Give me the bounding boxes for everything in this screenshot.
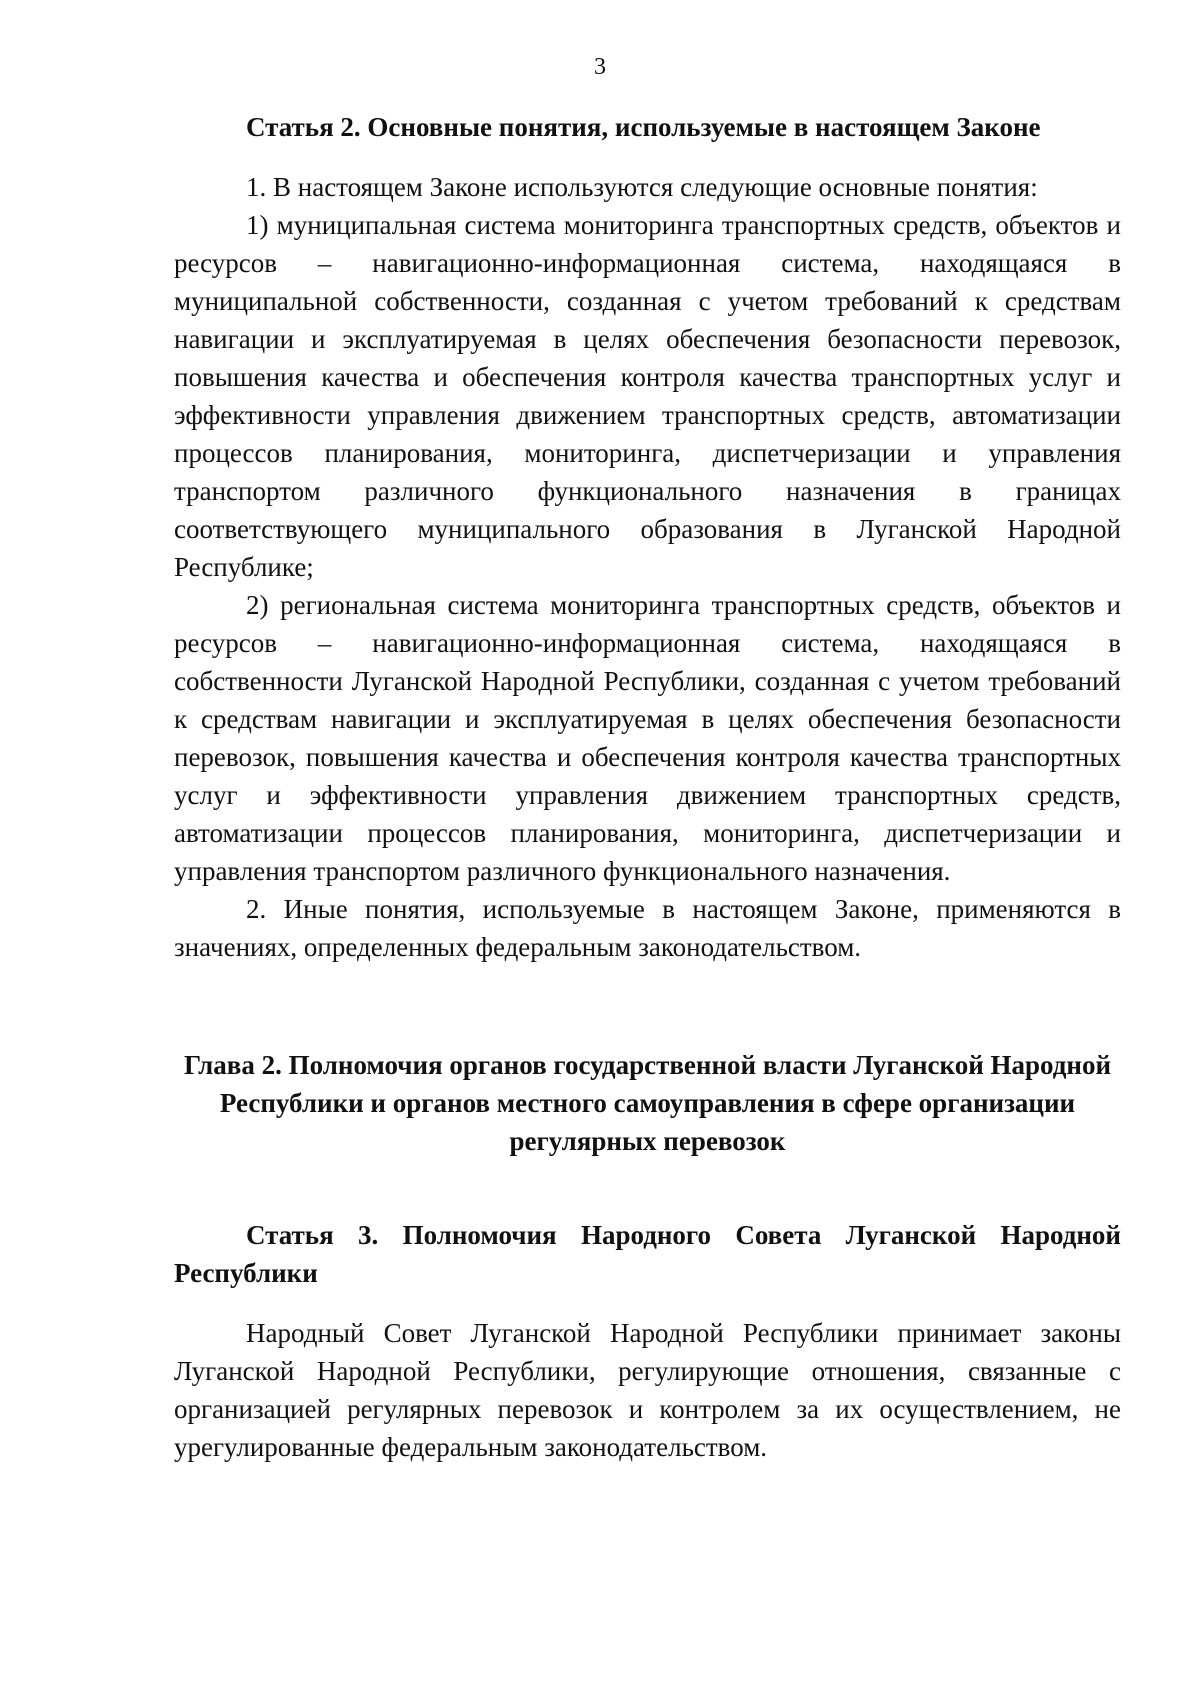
document-body (174, 108, 1121, 1466)
page-number: 3 (594, 54, 606, 80)
article-2-item-2: 2) региональная система мониторинга транспортных средств, объектов и ресурсов – навигационно-информационная система, находящаяся в собственности Луганской Народной Республики, созданная с учетом требований к средствам навигации и эксплуатируемая в целях обеспечения безопасности перевозок, повышения качества и обеспечения контроля качества транспортных услуг и эффективности управления движением транспортных средств, автоматизации процессов планирования, мониторинга, диспетчеризации и управления транспортом различного функционального назначения. (174, 590, 1121, 886)
spacer (174, 1292, 1121, 1314)
spacer (174, 146, 1121, 168)
article-2-item-1: 1) муниципальная система мониторинга транспортных средств, объектов и ресурсов – навигационно-информационная система, находящаяся в муниципальной собственности, созданная с учетом требований к средствам навигации и эксплуатируемая в целях обеспечения безопасности перевозок, повышения качества и обеспечения контроля качества транспортных услуг и эффективности управления движением транспортных средств, автоматизации процессов планирования, мониторинга, диспетчеризации и управления транспортом различного функционального назначения в границах соответствующего муниципального образования в Луганской Народной Республике; (174, 210, 1121, 582)
article-2-paragraph-1: 1. В настоящем Законе используются следующие основные понятия: (246, 172, 1038, 202)
article-2-paragraph-2: 2. Иные понятия, используемые в настоящем Законе, применяются в значениях, определенных федеральным законодательством. (174, 894, 1121, 962)
article-2-title: Статья 2. Основные понятия, используемые в настоящем Законе (246, 112, 1041, 142)
spacer (174, 966, 1121, 1046)
chapter-2-title: Глава 2. Полномочия органов государственной власти Луганской Народной Республики и органов местного самоуправления в сфере организации регулярных перевозок (183, 1050, 1112, 1156)
spacer (174, 1160, 1121, 1216)
article-3-paragraph-1: Народный Совет Луганской Народной Республики принимает законы Луганской Народной Республики, регулирующие отношения, связанные с организацией регулярных перевозок и контролем за их осуществлением, не урегулированные федеральным законодательством. (174, 1318, 1121, 1462)
article-3-title: Статья 3. Полномочия Народного Совета Луганской Народной Республики (174, 1220, 1121, 1288)
